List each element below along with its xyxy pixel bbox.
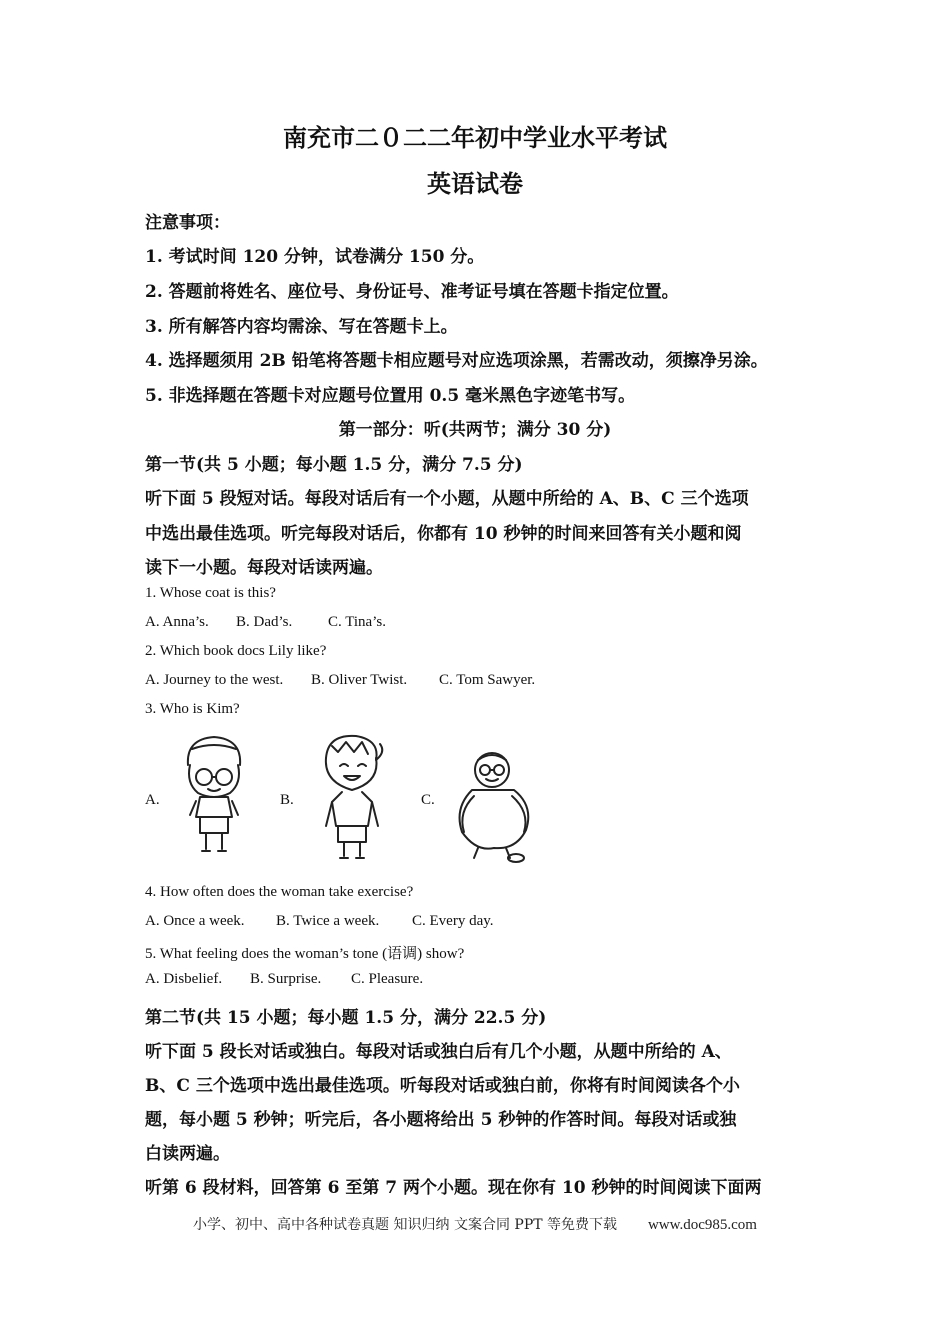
section1-title: 第一节(共 5 小题；每小题 1.5 分，满分 7.5 分) xyxy=(145,455,523,475)
q5-question: 5. What feeling does the woman’s tone (语调) show? xyxy=(145,946,465,962)
exam-title: 南充市二０二二年初中学业水平考试 xyxy=(283,123,667,152)
footer-text: 小学、初中、高中各种试卷真题 知识归纳 文案合同 PPT 等免费下载 xyxy=(193,1217,618,1233)
q1-option-b: B. Dad’s. xyxy=(236,614,293,630)
chubby-man-illustration xyxy=(452,748,538,864)
q3-option-c-label: C. xyxy=(421,792,435,808)
q5-option-a: A. Disbelief. xyxy=(145,971,223,987)
q4-question: 4. How often does the woman take exercise? xyxy=(145,884,414,900)
q2-option-a: A. Journey to the west. xyxy=(145,672,284,688)
section2-instruction: 题，每小题 5 秒钟；听完后，各小题将给出 5 秒钟的作答时间。每段对话或独 xyxy=(145,1110,737,1130)
footer-url[interactable]: www.doc985.com xyxy=(647,1217,757,1233)
q4-option-a: A. Once a week. xyxy=(145,913,245,929)
section1-instruction: 读下一小题。每段对话读两遍。 xyxy=(145,558,383,578)
note-item: 5. 非选择题在答题卡对应题号位置用 0.5 毫米黑色字迹笔书写。 xyxy=(145,386,636,406)
section1-instruction: 中选出最佳选项。听完每段对话后，你都有 10 秒钟的时间来回答有关小题和阅 xyxy=(145,524,742,544)
q2-option-c: C. Tom Sawyer. xyxy=(439,672,536,688)
page-footer xyxy=(0,1214,950,1234)
section1-instruction: 听下面 5 段短对话。每段对话后有一个小题，从题中所给的 A、B、C 三个选项 xyxy=(145,489,749,509)
section2-instruction: 听下面 5 段长对话或独白。每段对话或独白后有几个小题，从题中所给的 A、 xyxy=(145,1042,732,1062)
smiling-boy-illustration xyxy=(316,730,388,864)
q5-option-c: C. Pleasure. xyxy=(351,971,424,987)
note-item: 1. 考试时间 120 分钟，试卷满分 150 分。 xyxy=(145,247,485,267)
q1-option-c: C. Tina’s. xyxy=(328,614,386,630)
section2-instruction: 白读两遍。 xyxy=(145,1144,230,1164)
section2-instruction: B、C 三个选项中选出最佳选项。听每段对话或独白前，你将有时间阅读各个小 xyxy=(145,1076,740,1096)
exam-subtitle: 英语试卷 xyxy=(427,169,523,198)
note-item: 2. 答题前将姓名、座位号、身份证号、准考证号填在答题卡指定位置。 xyxy=(145,282,679,302)
boy-with-glasses-illustration xyxy=(180,735,250,860)
q4-option-c: C. Every day. xyxy=(412,913,494,929)
notes-heading: 注意事项： xyxy=(145,213,230,233)
note-item: 3. 所有解答内容均需涂、写在答题卡上。 xyxy=(145,317,458,337)
q5-option-b: B. Surprise. xyxy=(250,971,322,987)
part1-title: 第一部分：听(共两节；满分 30 分) xyxy=(338,420,612,440)
q2-question: 2. Which book docs Lily like? xyxy=(145,643,327,659)
q1-question: 1. Whose coat is this? xyxy=(145,585,276,601)
section2-title: 第二节(共 15 小题；每小题 1.5 分，满分 22.5 分) xyxy=(145,1008,547,1028)
q4-option-b: B. Twice a week. xyxy=(276,913,380,929)
note-item: 4. 选择题须用 2B 铅笔将答题卡相应题号对应选项涂黑，若需改动，须擦净另涂。 xyxy=(145,351,768,371)
q3-option-b-label: B. xyxy=(280,792,294,808)
q3-question: 3. Who is Kim? xyxy=(145,701,240,717)
material6-instruction: 听第 6 段材料，回答第 6 至第 7 两个小题。现在你有 10 秒钟的时间阅读下面两 xyxy=(145,1178,762,1198)
q2-option-b: B. Oliver Twist. xyxy=(311,672,408,688)
q3-option-a-label: A. xyxy=(145,792,160,808)
q1-option-a: A. Anna’s. xyxy=(145,614,209,630)
